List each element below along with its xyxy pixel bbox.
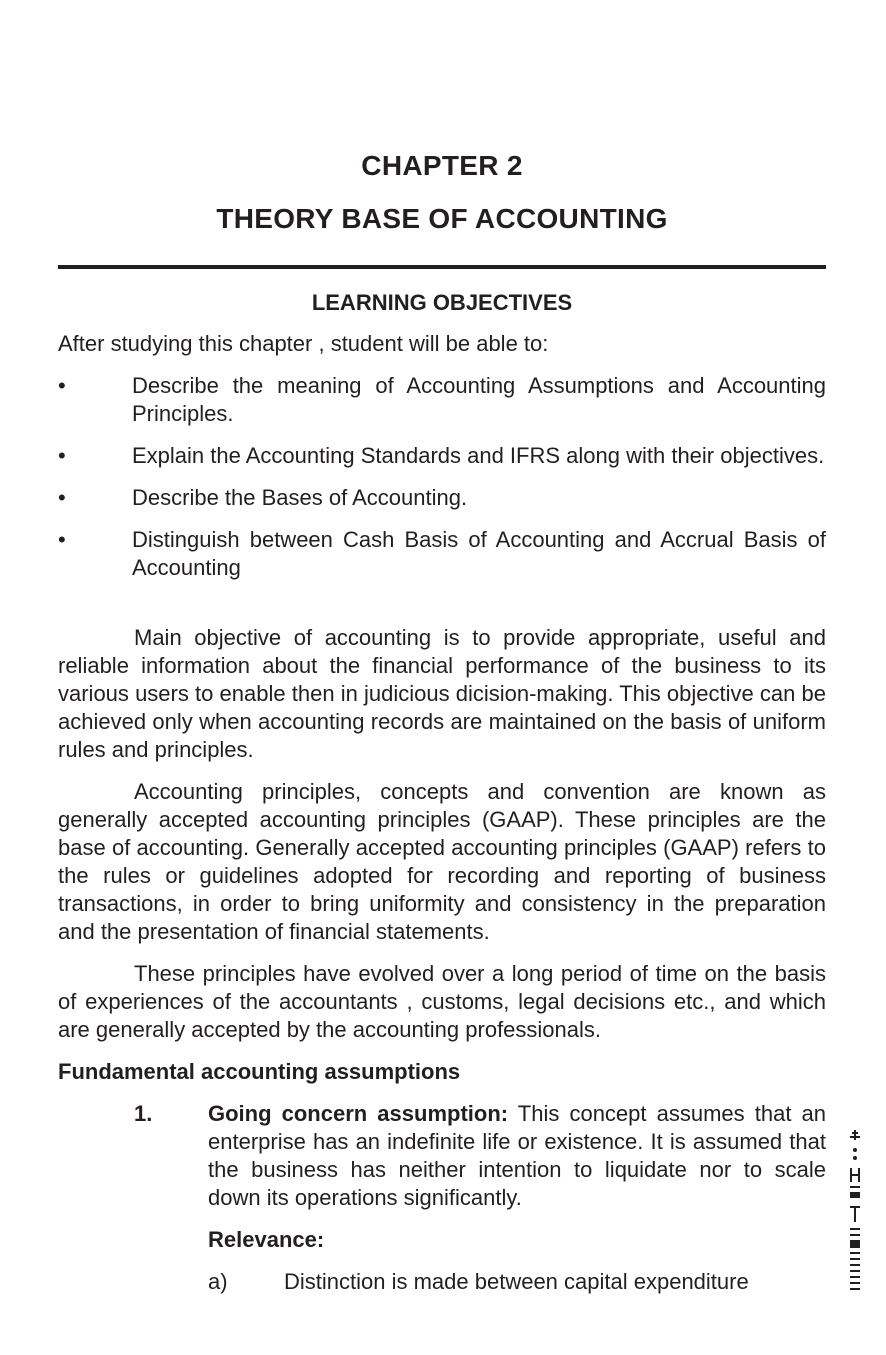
item-text: This concept assumes that an enterprise has an indefinite life or existence. It is assumed that the business has neither intention to liquidate nor to scale down its operations significantly.	[208, 1101, 826, 1210]
bullet-icon: •	[58, 485, 66, 510]
list-item	[58, 526, 826, 582]
sub-item-label: a)	[208, 1269, 228, 1294]
body-content	[58, 624, 826, 1296]
title-divider	[58, 265, 826, 269]
chapter-title: THEORY BASE OF ACCOUNTING	[216, 203, 668, 234]
bullet-icon: •	[58, 373, 66, 398]
item-title: Going concern assumption:	[208, 1101, 509, 1126]
chapter-number: CHAPTER 2	[361, 150, 523, 181]
paragraph: Main objective of accounting is to provide appropriate, useful and reliable information about the financial performance of the business to its various users to enable then in judicious dicision-making. This objective can be achieved only when accounting records are maintained on the basis of uniform rules and principles.	[58, 625, 826, 762]
paragraph: Accounting principles, concepts and convention are known as generally accepted accounting principles (GAAP). These principles are the base of accounting. Generally accepted accounting principles (GAAP) refers to the rules or guidelines adopted for recording and reporting of business transactions, in order to bring uniformity and consistency in the preparation and the presentation of financial statements.	[58, 779, 826, 944]
learning-objectives-intro: After studying this chapter , student will be able to:	[58, 331, 549, 356]
numbered-item	[58, 1100, 826, 1212]
bullet-icon: •	[58, 443, 66, 468]
list-item-text: Describe the meaning of Accounting Assumptions and Accounting Principles.	[132, 373, 826, 426]
section-heading: Fundamental accounting assumptions	[58, 1059, 461, 1084]
list-item-text: Describe the Bases of Accounting.	[132, 485, 468, 510]
learning-objectives-list	[58, 372, 826, 596]
publisher-stamp	[838, 1128, 878, 1298]
sub-item	[58, 1268, 826, 1296]
learning-objectives-heading: LEARNING OBJECTIVES	[311, 290, 573, 315]
list-item	[58, 442, 826, 470]
list-item	[58, 372, 826, 428]
bullet-icon: •	[58, 527, 66, 552]
list-item	[58, 484, 826, 512]
list-item-text: Explain the Accounting Standards and IFRS along with their objectives.	[132, 443, 825, 468]
list-item-text: Distinguish between Cash Basis of Accounting and Accrual Basis of Accounting	[132, 527, 826, 580]
item-number: 1.	[134, 1101, 153, 1126]
paragraph: These principles have evolved over a long period of time on the basis of experiences of the accountants , customs, legal decisions etc., and which are generally accepted by the accounting professionals.	[58, 961, 826, 1042]
relevance-label: Relevance:	[208, 1227, 325, 1252]
sub-item-text: Distinction is made between capital expenditure	[284, 1269, 749, 1294]
